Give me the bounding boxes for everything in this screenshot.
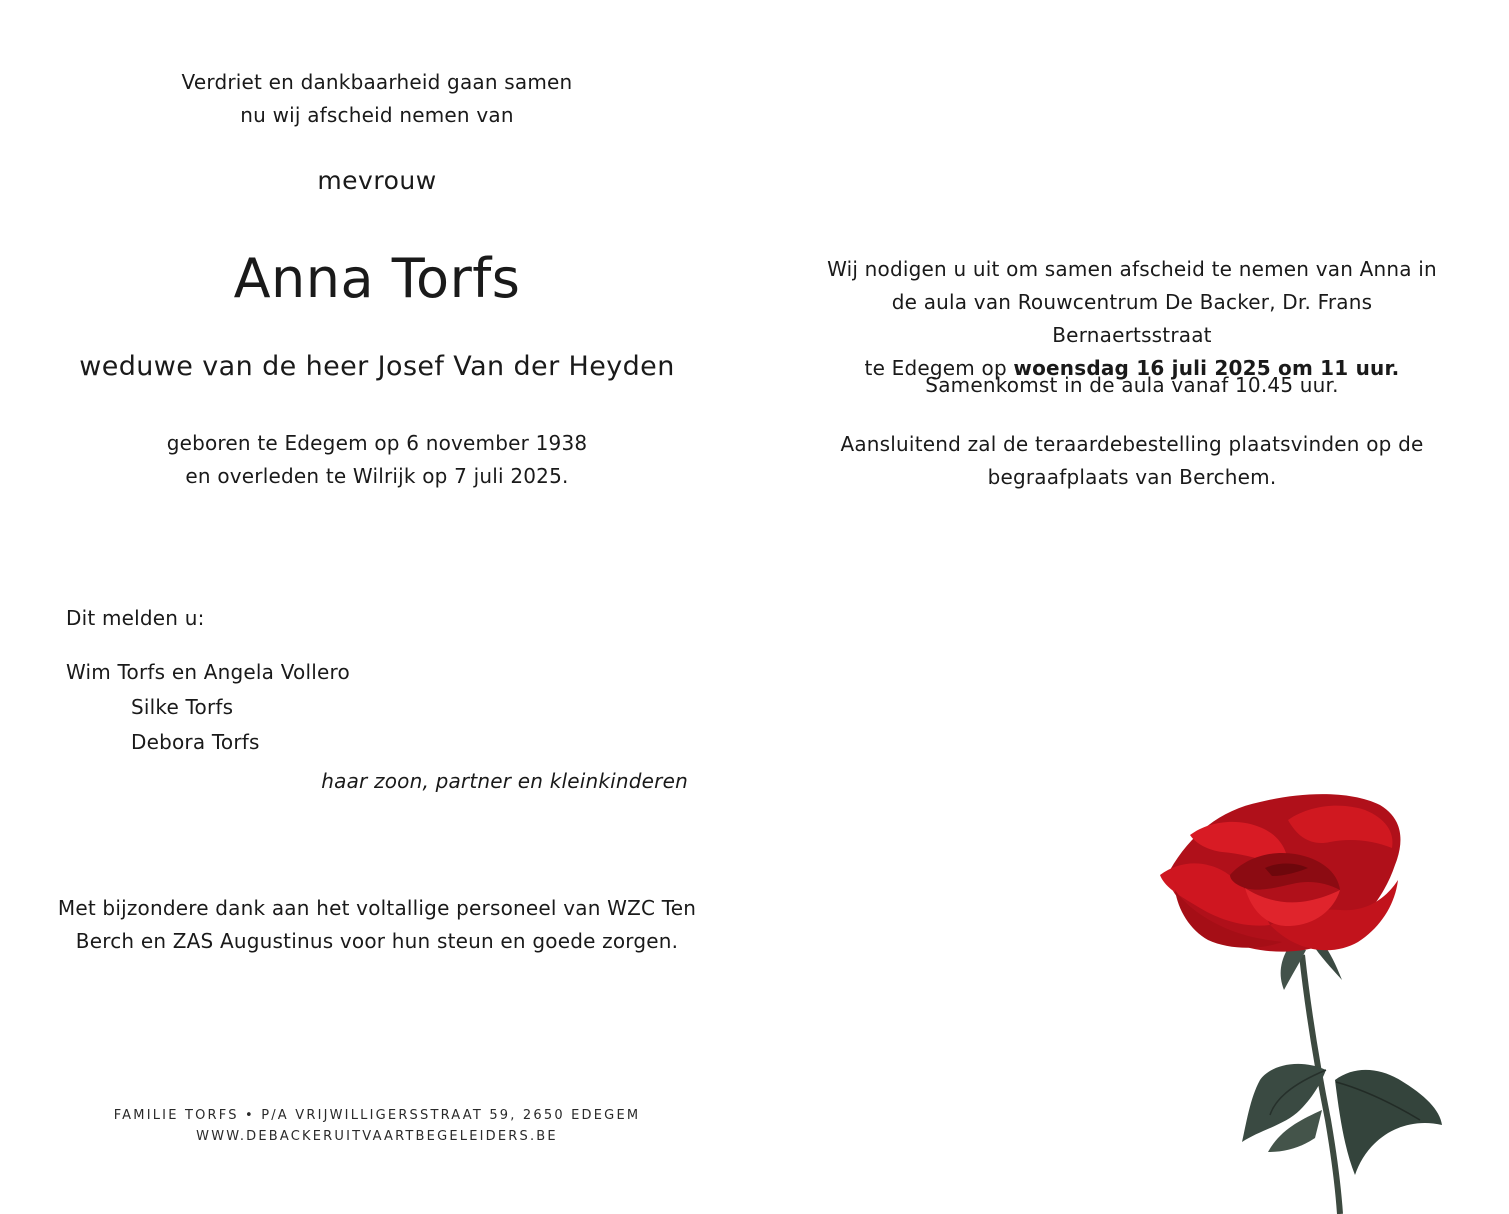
burial-text xyxy=(812,428,1452,494)
family-member: Silke Torfs xyxy=(131,695,234,719)
widow-of: weduwe van de heer Josef Van der Heyden xyxy=(79,351,675,382)
family-member: Debora Torfs xyxy=(131,730,260,754)
title-prefix: mevrouw xyxy=(317,166,437,195)
burial-line-1: Aansluitend zal de teraardebestelling plaatsvinden op de xyxy=(840,432,1424,456)
footer-address: FAMILIE TORFS • P/A VRIJWILLIGERSSTRAAT 59, 2650 EDEGEM xyxy=(113,1108,641,1123)
announcement-intro: Dit melden u: xyxy=(66,606,205,630)
ceremony-invitation xyxy=(812,253,1452,385)
red-rose-icon xyxy=(1150,780,1450,1214)
ceremony-date-time: woensdag 16 juli 2025 om 11 uur. xyxy=(1013,356,1400,380)
invite-line-3-prefix: te Edegem op xyxy=(864,356,1014,380)
gathering-text: Samenkomst in de aula vanaf 10.45 uur. xyxy=(925,373,1339,397)
intro-text xyxy=(77,66,677,132)
thanks-text xyxy=(52,892,702,958)
life-dates xyxy=(77,427,677,493)
invite-line-1: Wij nodigen u uit om samen afscheid te nemen van Anna in xyxy=(827,257,1437,281)
deceased-name: Anna Torfs xyxy=(233,247,521,310)
born-line: geboren te Edegem op 6 november 1938 xyxy=(166,431,588,455)
family-member: Wim Torfs en Angela Vollero xyxy=(66,660,350,684)
thanks-line-1: Met bijzondere dank aan het voltallige personeel van WZC Ten xyxy=(57,896,697,920)
burial-line-2: begraafplaats van Berchem. xyxy=(987,465,1277,489)
intro-line-1: Verdriet en dankbaarheid gaan samen xyxy=(181,70,573,94)
died-line: en overleden te Wilrijk op 7 juli 2025. xyxy=(185,464,569,488)
rose-leaf xyxy=(1335,1070,1442,1175)
footer-website: WWW.DEBACKERUITVAARTBEGELEIDERS.BE xyxy=(196,1129,558,1144)
invite-line-2: de aula van Rouwcentrum De Backer, Dr. Frans Bernaertsstraat xyxy=(891,290,1373,347)
intro-line-2: nu wij afscheid nemen van xyxy=(240,103,514,127)
thanks-line-2: Berch en ZAS Augustinus voor hun steun en goede zorgen. xyxy=(75,929,679,953)
family-role: haar zoon, partner en kleinkinderen xyxy=(321,769,688,793)
footer xyxy=(77,1105,677,1147)
